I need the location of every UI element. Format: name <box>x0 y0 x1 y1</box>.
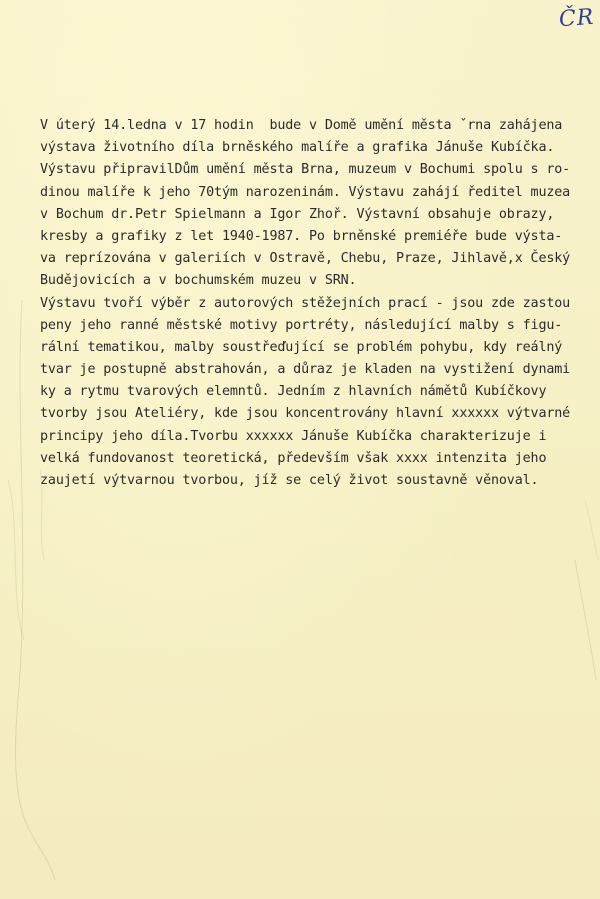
typed-text-body <box>40 115 596 492</box>
text-line: velká fundovanost teoretická, především však xxxx intenzita jeho <box>40 450 547 466</box>
text-line: dinou malíře k jeho 70tým narozeninám. Výstavu zahájí ředitel muzea <box>40 184 571 200</box>
text-line: Budějovicích a v bochumském muzeu v SRN. <box>40 273 357 289</box>
handwritten-annotation: ČR <box>557 4 595 33</box>
crease-left-2 <box>8 480 24 640</box>
text-line: rální tematikou, malby soustřeďující se problém pohybu, kdy reálný <box>40 339 563 355</box>
crease-right-2 <box>585 500 598 560</box>
text-line: Výstavu připravilDům umění města Brna, muzeum v Bochumi spolu s ro- <box>40 162 571 178</box>
text-line: v Bochum dr.Petr Spielmann a Igor Zhoř. Výstavní obsahuje obrazy, <box>40 206 555 222</box>
text-line: va reprízována v galeriích v Ostravě, Chebu, Praze, Jihlavě,x Český <box>40 251 571 267</box>
text-line: výstava životního díla brněského malíře a grafika Jánuše Kubíčka. <box>40 140 555 156</box>
text-line: peny jeho ranné městské motivy portréty, následující malby s figu- <box>40 317 563 333</box>
text-line: V úterý 14.ledna v 17 hodin bude v Domě umění města ˇrna zahájena <box>40 118 563 133</box>
crease-right <box>575 560 596 680</box>
text-line: zaujetí výtvarnou tvorbou, jíž se celý život soustavně věnoval. <box>40 473 539 488</box>
text-line: tvar je postupně abstrahován, a důraz je kladen na vystižení dynami <box>40 362 571 378</box>
text-line: principy jeho díla.Tvorbu xxxxxx Jánuše Kubíčka charakterizuje i <box>40 428 547 444</box>
text-line: tvorby jsou Ateliéry, kde jsou koncentrovány hlavní xxxxxx výtvarné <box>40 406 571 422</box>
text-line: Výstavu tvoří výběr z autorových stěžejních prací - jsou zde zastou <box>40 295 571 311</box>
text-line: ky a rytmu tvarových elemntů. Jedním z hlavních námětů Kubíčkovy <box>40 384 547 400</box>
text-line: kresby a grafiky z let 1940-1987. Po brněnské premiéře bude výsta- <box>40 228 563 244</box>
